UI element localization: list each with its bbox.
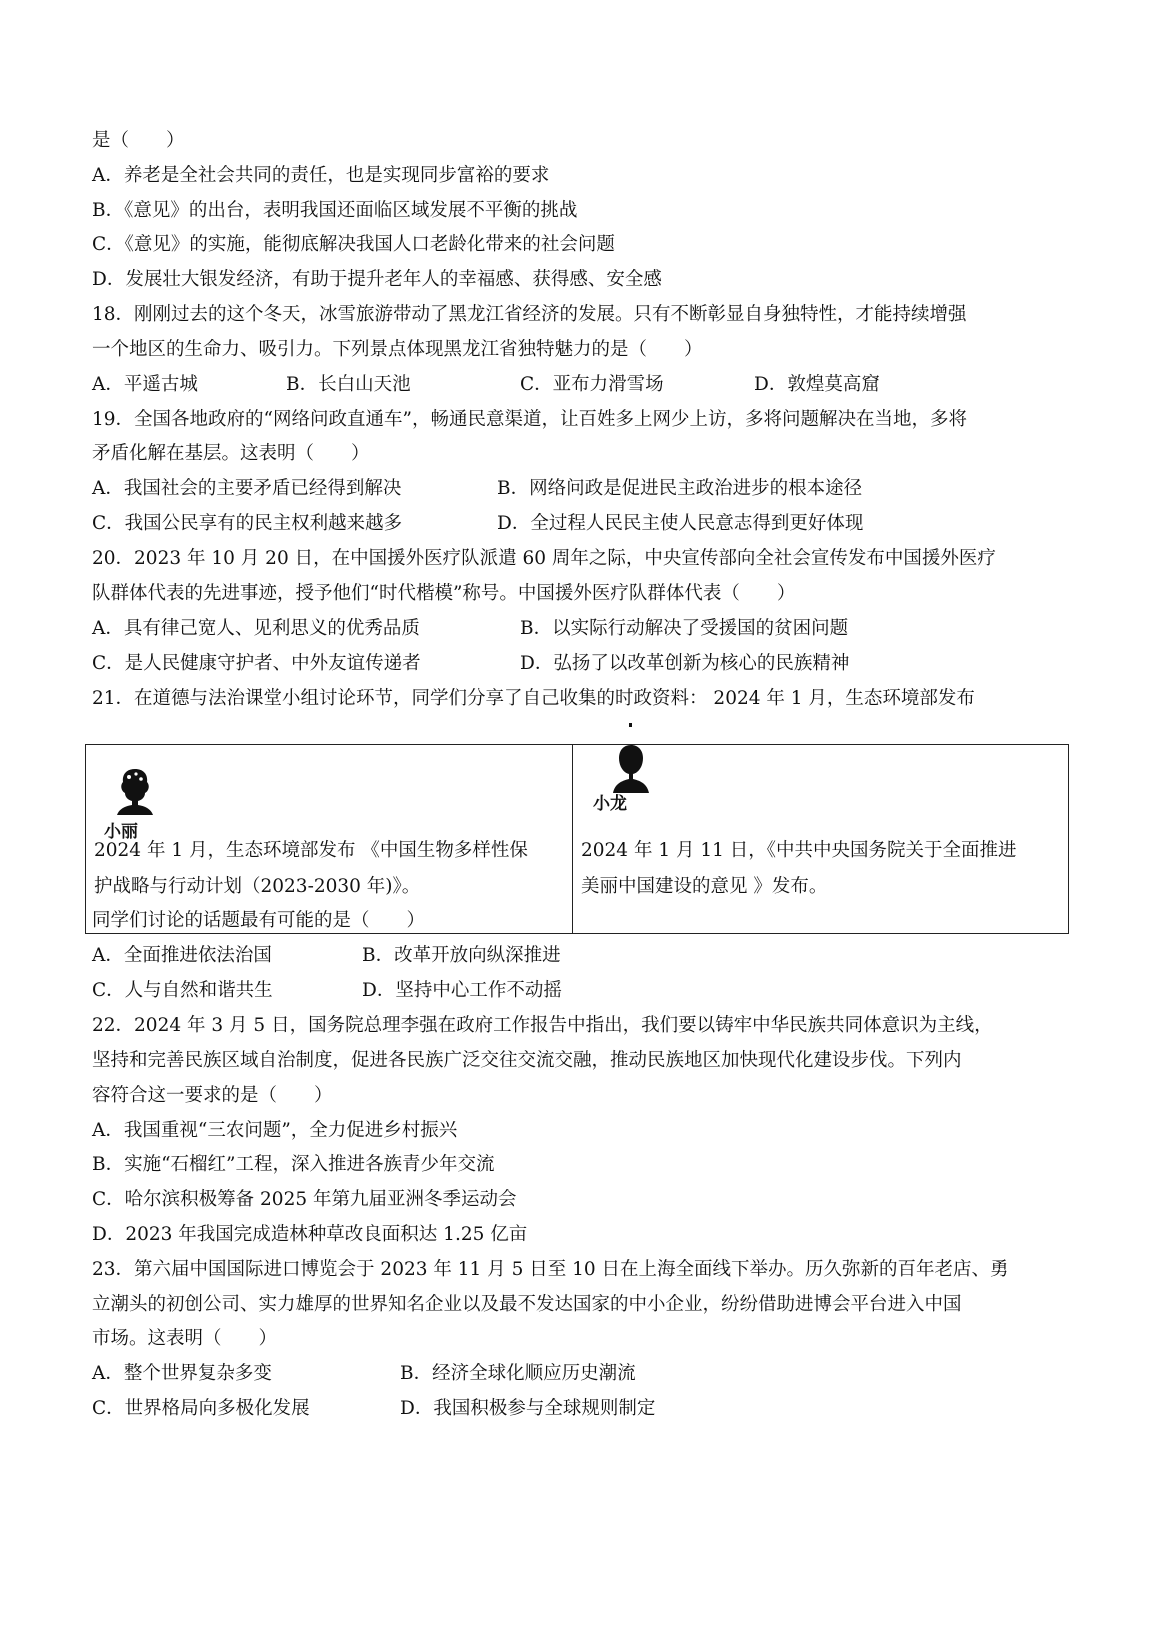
q21-stem-line1: 21．在道德与法治课堂小组讨论环节，同学们分享了自己收集的时政资料： 2024 年 1 月，生态环境部发布 — [92, 688, 975, 709]
girl-avatar-icon — [110, 765, 160, 815]
q22-option-c: C．哈尔滨积极筹备 2025 年第九届亚洲冬季运动会 — [92, 1189, 517, 1210]
q21-option-b: B．改革开放向纵深推进 — [362, 945, 561, 966]
q19-option-c: C．我国公民享有的民主权利越来越多 — [92, 513, 403, 534]
q17-option-b: B．《意见》的出台，表明我国还面临区域发展不平衡的挑战 — [92, 200, 578, 221]
q22-stem-line2: 坚持和完善民族区域自治制度，促进各民族广泛交往交流交融，推动民族地区加快现代化建设步伐。下列内 — [92, 1050, 962, 1071]
q19-option-d: D．全过程人民民主使人民意志得到更好体现 — [497, 513, 864, 534]
xiaolong-material-line2: 美丽中国建设的意见 》发布。 — [581, 876, 828, 897]
q17-option-a: A．养老是全社会共同的责任，也是实现同步富裕的要求 — [92, 165, 550, 186]
q18-option-a: A．平遥古城 — [92, 374, 198, 395]
q21-option-a: A．全面推进依法治国 — [92, 945, 272, 966]
q22-option-d: D．2023 年我国完成造林种草改良面积达 1.25 亿亩 — [92, 1224, 528, 1245]
q20-stem-line1: 20．2023 年 10 月 20 日，在中国援外医疗队派遣 60 周年之际，中央宣传部向全社会宣传发布中国援外医疗 — [92, 548, 996, 569]
q20-option-c: C．是人民健康守护者、中外友谊传递者 — [92, 653, 421, 674]
q23-option-d: D．我国积极参与全球规则制定 — [400, 1398, 656, 1419]
q18-option-d: D．敦煌莫高窟 — [754, 374, 880, 395]
q23-stem-line1: 23．第六届中国国际进口博览会于 2023 年 11 月 5 日至 10 日在上海全面线下举办。历久弥新的百年老店、勇 — [92, 1259, 1009, 1280]
q23-stem-line3: 市场。这表明（ ） — [92, 1328, 278, 1349]
q20-option-a: A．具有律己宽人、见利思义的优秀品质 — [92, 618, 420, 639]
q21-stem-question: 同学们讨论的话题最有可能的是（ ） — [92, 910, 426, 931]
q23-option-b: B．经济全球化顺应历史潮流 — [400, 1363, 636, 1384]
q21-cell-xiaolong — [573, 745, 1067, 933]
q20-option-b: B．以实际行动解决了受援国的贫困问题 — [520, 618, 849, 639]
xiaoli-material-line2: 护战略与行动计划（2023-2030 年)》。 — [94, 876, 421, 897]
q20-option-d: D．弘扬了以改革创新为核心的民族精神 — [520, 653, 850, 674]
q18-stem-line2: 一个地区的生命力、吸引力。下列景点体现黑龙江省独特魅力的是（ ） — [92, 339, 703, 360]
q22-stem-line1: 22．2024 年 3 月 5 日，国务院总理李强在政府工作报告中指出，我们要以铸牢中华民族共同体意识为主线， — [92, 1015, 993, 1036]
q18-option-c: C．亚布力滑雪场 — [520, 374, 664, 395]
q17-option-d: D．发展壮大银发经济，有助于提升老年人的幸福感、获得感、安全感 — [92, 269, 662, 290]
xiaoli-material-line1: 2024 年 1 月，生态环境部发布 《中国生物多样性保 — [94, 840, 528, 861]
q22-option-a: A．我国重视“三农问题”，全力促进乡村振兴 — [92, 1120, 458, 1141]
q20-stem-line2: 队群体代表的先进事迹，授予他们“时代楷模”称号。中国援外医疗队群体代表（ ） — [92, 583, 796, 604]
q19-stem-line1: 19．全国各地政府的“网络问政直通车”，畅通民意渠道，让百姓多上网少上访，多将问题解决在当地，多将 — [92, 409, 967, 430]
q17-stem-tail: 是（ ） — [92, 130, 185, 151]
xiaolong-name: 小龙 — [593, 794, 627, 814]
q17-option-c: C．《意见》的实施，能彻底解决我国人口老龄化带来的社会问题 — [92, 234, 615, 255]
q23-stem-line2: 立潮头的初创公司、实力雄厚的世界知名企业以及最不发达国家的中小企业，纷纷借助进博会平台进入中国 — [92, 1294, 962, 1315]
q22-option-b: B．实施“石榴红”工程，深入推进各族青少年交流 — [92, 1154, 495, 1175]
q21-material-table — [85, 744, 1069, 934]
xiaolong-material-line1: 2024 年 1 月 11 日，《中共中央国务院关于全面推进 — [581, 840, 1017, 861]
q21-option-c: C．人与自然和谐共生 — [92, 980, 273, 1001]
q23-option-a: A．整个世界复杂多变 — [92, 1363, 272, 1384]
q22-stem-line3: 容符合这一要求的是（ ） — [92, 1085, 333, 1106]
q21-cell-xiaoli — [86, 745, 573, 933]
xiaoli-name: 小丽 — [104, 822, 138, 842]
q19-option-b: B．网络问政是促进民主政治进步的根本途径 — [497, 478, 863, 499]
q18-option-b: B．长白山天池 — [286, 374, 411, 395]
q19-option-a: A．我国社会的主要矛盾已经得到解决 — [92, 478, 402, 499]
q19-stem-line2: 矛盾化解在基层。这表明（ ） — [92, 443, 370, 464]
q23-option-c: C．世界格局向多极化发展 — [92, 1398, 310, 1419]
q18-stem-line1: 18．刚刚过去的这个冬天，冰雪旅游带动了黑龙江省经济的发展。只有不断彰显自身独特性，才能持续增强 — [92, 304, 967, 325]
q21-option-d: D．坚持中心工作不动摇 — [362, 980, 562, 1001]
